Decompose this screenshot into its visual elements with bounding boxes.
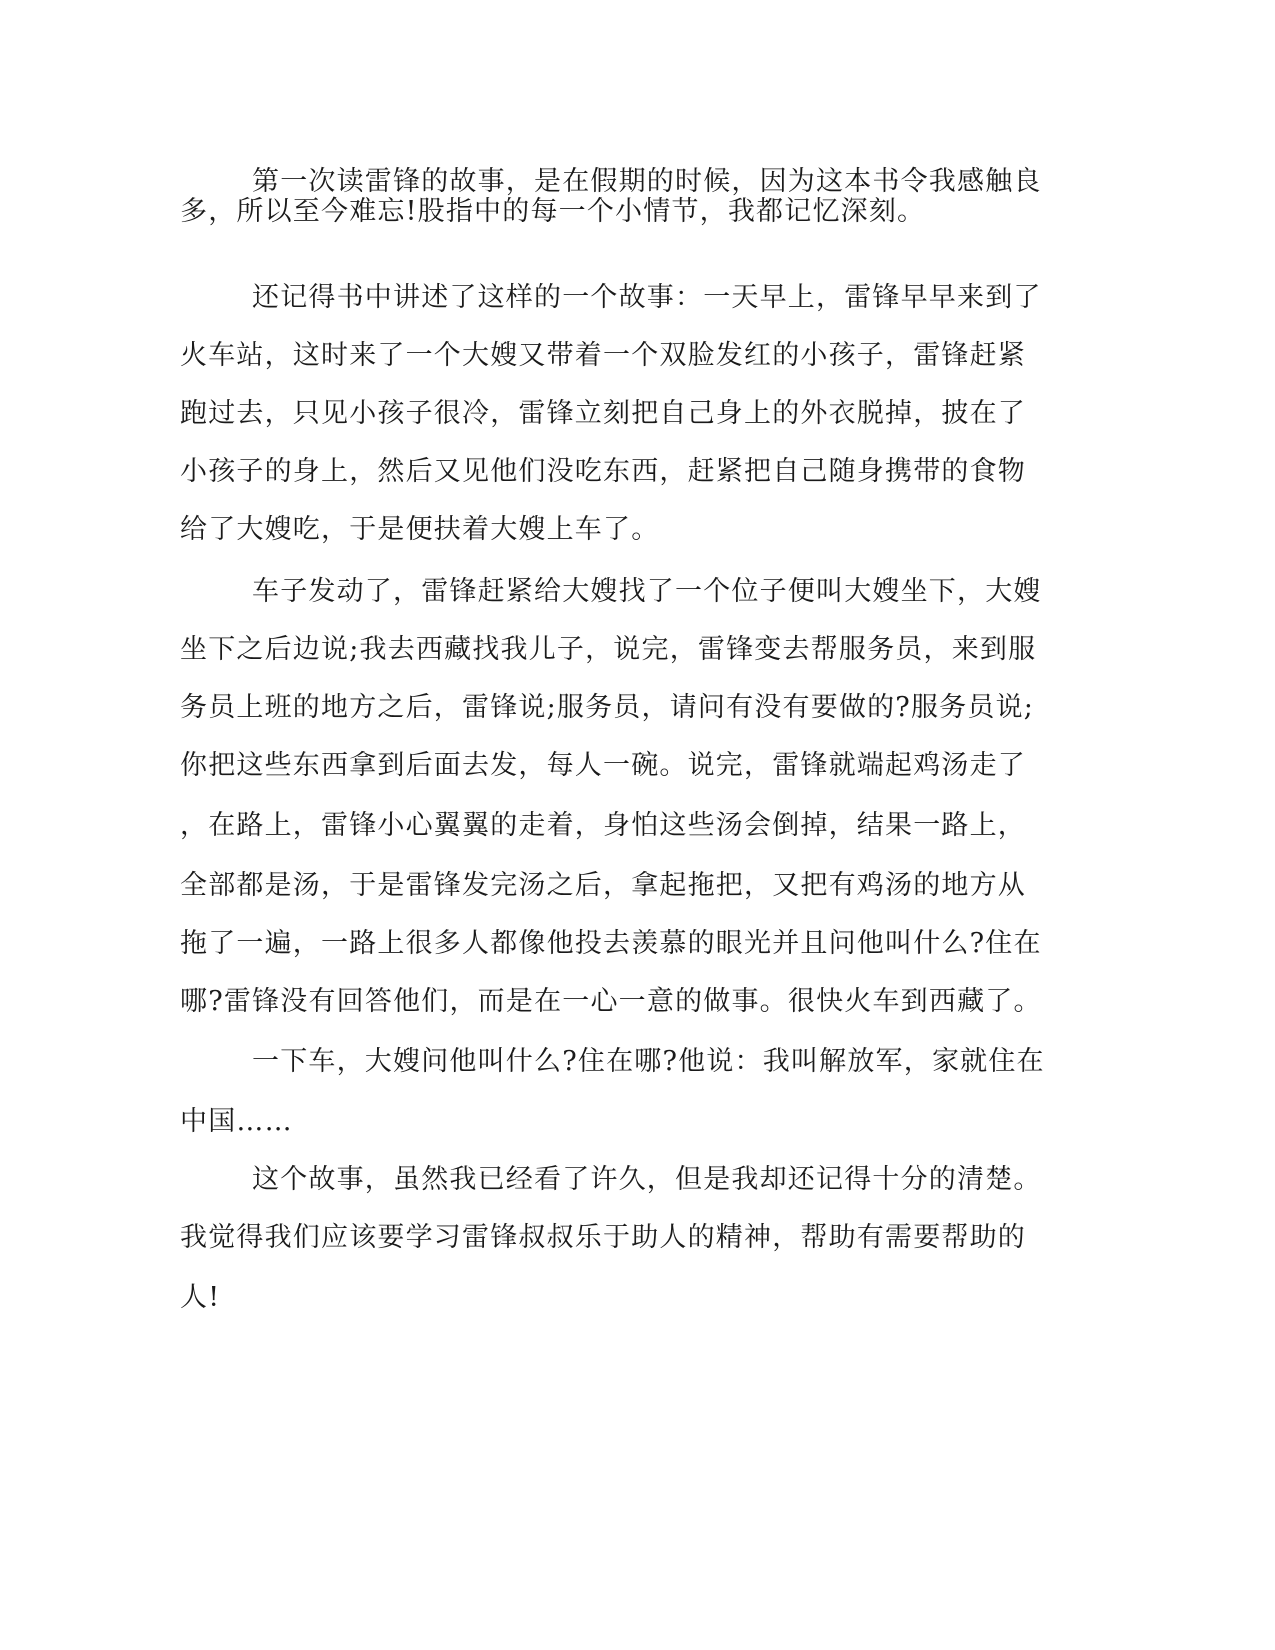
paragraph-3-line-8: 哪?雷锋没有回答他们，而是在一心一意的做事。很快火车到西藏了。 [180,986,1042,1017]
paragraph-3-line-6: 全部都是汤，于是雷锋发完汤之后，拿起拖把，又把有鸡汤的地方从 [180,870,1026,901]
paragraph-3-line-4: 你把这些东西拿到后面去发，每人一碗。说完，雷锋就端起鸡汤走了 [180,750,1026,781]
paragraph-2-line-5: 给了大嫂吃，于是便扶着大嫂上车了。 [180,514,660,545]
paragraph-3-line-1: 车子发动了，雷锋赶紧给大嫂找了一个位子便叫大嫂坐下，大嫂 [252,576,1042,607]
paragraph-1-line-1: 第一次读雷锋的故事，是在假期的时候，因为这本书令我感触良 [252,166,1042,197]
paragraph-2-line-4: 小孩子的身上，然后又见他们没吃东西，赶紧把自己随身携带的食物 [180,456,1026,487]
paragraph-4-line-2: 中国…… [180,1106,293,1137]
paragraph-3-line-7: 拖了一遍，一路上很多人都像他投去羡慕的眼光并且问他叫什么?住在 [180,928,1042,959]
paragraph-3-line-3: 务员上班的地方之后，雷锋说;服务员，请问有没有要做的?服务员说; [180,692,1035,723]
paragraph-4-line-1: 一下车，大嫂问他叫什么?住在哪?他说：我叫解放军，家就住在 [252,1046,1045,1077]
paragraph-5-line-3: 人! [180,1282,221,1313]
paragraph-2-line-1: 还记得书中讲述了这样的一个故事：一天早上，雷锋早早来到了 [252,282,1042,313]
paragraph-5-line-1: 这个故事，虽然我已经看了许久，但是我却还记得十分的清楚。 [252,1164,1042,1195]
paragraph-2-line-3: 跑过去，只见小孩子很冷，雷锋立刻把自己身上的外衣脱掉，披在了 [180,398,1026,429]
paragraph-3-line-2: 坐下之后边说;我去西藏找我儿子，说完，雷锋变去帮服务员，来到服 [180,634,1037,665]
paragraph-2-line-2: 火车站，这时来了一个大嫂又带着一个双脸发红的小孩子，雷锋赶紧 [180,340,1026,371]
paragraph-3-line-5: ，在路上，雷锋小心翼翼的走着，身怕这些汤会倒掉，结果一路上， [180,810,1026,841]
paragraph-5-line-2: 我觉得我们应该要学习雷锋叔叔乐于助人的精神，帮助有需要帮助的 [180,1222,1026,1253]
paragraph-1-line-2: 多，所以至今难忘!股指中的每一个小情节，我都记忆深刻。 [180,196,926,227]
